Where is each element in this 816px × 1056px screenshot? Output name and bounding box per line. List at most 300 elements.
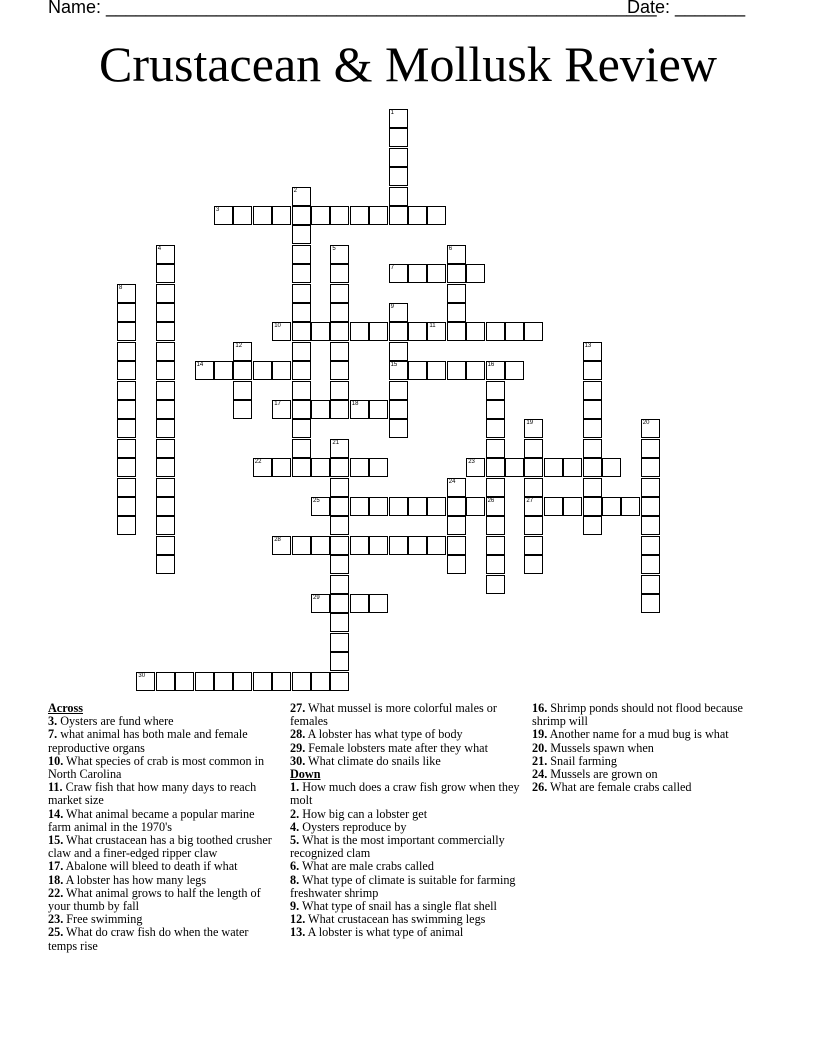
grid-cell[interactable]: [156, 400, 175, 419]
grid-cell[interactable]: [486, 419, 505, 438]
date-field[interactable]: Date: _______: [627, 0, 746, 17]
grid-cell[interactable]: [117, 439, 136, 458]
grid-cell[interactable]: [524, 516, 543, 535]
grid-cell[interactable]: [330, 342, 349, 361]
grid-cell[interactable]: [408, 536, 427, 555]
grid-cell[interactable]: [466, 264, 485, 283]
grid-cell[interactable]: [330, 264, 349, 283]
grid-cell[interactable]: [524, 536, 543, 555]
grid-cell[interactable]: [389, 400, 408, 419]
across-heading: Across: [48, 701, 83, 715]
clue-number: 2: [293, 187, 297, 194]
grid-cell[interactable]: [292, 264, 311, 283]
grid-cell[interactable]: [330, 458, 349, 477]
clue-item-number: 13.: [290, 925, 306, 940]
grid-cell[interactable]: [272, 458, 291, 477]
grid-cell[interactable]: [447, 361, 466, 380]
clue-item: [48, 887, 280, 913]
grid-cell[interactable]: [350, 594, 369, 613]
clue-item-number: 2.: [290, 806, 300, 821]
grid-cell[interactable]: [505, 322, 524, 341]
grid-cell[interactable]: [330, 575, 349, 594]
grid-cell[interactable]: [253, 672, 272, 691]
grid-cell[interactable]: [292, 458, 311, 477]
grid-cell[interactable]: [350, 497, 369, 516]
grid-cell[interactable]: [486, 439, 505, 458]
grid-cell[interactable]: [117, 497, 136, 516]
grid-cell[interactable]: [583, 361, 602, 380]
grid-cell[interactable]: [505, 361, 524, 380]
grid-cell[interactable]: [447, 536, 466, 555]
grid-cell[interactable]: [330, 206, 349, 225]
grid-cell[interactable]: [272, 361, 291, 380]
grid-cell[interactable]: [583, 516, 602, 535]
clue-item-number: 23.: [48, 912, 64, 927]
grid-cell[interactable]: [292, 322, 311, 341]
clue-item-text: What is the most important commercially recognized clam: [290, 833, 505, 861]
grid-cell[interactable]: [641, 555, 660, 574]
grid-cell[interactable]: [641, 478, 660, 497]
grid-cell[interactable]: [292, 536, 311, 555]
grid-cell[interactable]: [311, 672, 330, 691]
clue-item-number: 10.: [48, 753, 64, 768]
grid-cell[interactable]: [447, 322, 466, 341]
clue-item: [48, 808, 280, 834]
clue-item-text: Snail farming: [547, 753, 617, 768]
grid-cell[interactable]: [292, 225, 311, 244]
clue-item-text: A lobster is what type of animal: [305, 925, 464, 940]
grid-cell[interactable]: [486, 555, 505, 574]
clue-number: 23: [468, 459, 475, 466]
clue-item-number: 22.: [48, 885, 64, 900]
clue-number: 7: [390, 265, 394, 272]
clue-number: 3: [216, 207, 220, 213]
clue-item-number: 27.: [290, 701, 306, 715]
clue-number: 1: [390, 110, 394, 116]
grid-cell[interactable]: [311, 322, 330, 341]
across-clues-part-1: [48, 715, 280, 953]
grid-cell[interactable]: [156, 303, 175, 322]
grid-cell[interactable]: [389, 536, 408, 555]
grid-cell[interactable]: [408, 497, 427, 516]
grid-cell[interactable]: [389, 128, 408, 147]
grid-cell[interactable]: [272, 672, 291, 691]
grid-cell[interactable]: [447, 303, 466, 322]
clue-item-number: 20.: [532, 740, 548, 755]
grid-cell[interactable]: [156, 478, 175, 497]
grid-cell[interactable]: [175, 672, 194, 691]
clue-item-number: 25.: [48, 925, 64, 940]
grid-cell[interactable]: [369, 206, 388, 225]
grid-cell[interactable]: [292, 342, 311, 361]
grid-cell[interactable]: [389, 148, 408, 167]
grid-cell[interactable]: [253, 361, 272, 380]
clue-item-text: Free swimming: [63, 912, 143, 927]
grid-cell[interactable]: [408, 361, 427, 380]
clue-item: [290, 874, 522, 900]
clue-item-text: A lobster has how many legs: [63, 872, 207, 887]
clue-item-number: 28.: [290, 727, 306, 742]
grid-cell[interactable]: [486, 322, 505, 341]
clue-item: [48, 755, 280, 781]
clue-item: [48, 781, 280, 807]
grid-cell[interactable]: [486, 400, 505, 419]
clue-item-number: 4.: [290, 819, 300, 834]
clue-item-number: 12.: [290, 912, 306, 927]
grid-cell[interactable]: [524, 439, 543, 458]
across-clues-part-2: [290, 702, 522, 768]
clue-number: 27: [526, 498, 534, 504]
grid-cell[interactable]: [311, 206, 330, 225]
clue-item-text: Abalone will bleed to death if what: [63, 859, 238, 874]
clue-item-text: What type of climate is suitable for farming freshwater shrimp: [290, 872, 516, 900]
grid-cell[interactable]: [292, 245, 311, 264]
clue-item-number: 26.: [532, 780, 548, 795]
grid-cell[interactable]: [641, 594, 660, 613]
clue-item-text: What are male crabs called: [299, 859, 434, 874]
grid-cell[interactable]: [389, 322, 408, 341]
grid-cell[interactable]: [486, 458, 505, 477]
grid-cell[interactable]: [350, 322, 369, 341]
clue-item-text: What crustacean has a big toothed crusher claw and a finer-edged ripper claw: [48, 833, 272, 861]
grid-cell[interactable]: [583, 439, 602, 458]
grid-cell[interactable]: [369, 536, 388, 555]
clue-item: [290, 834, 522, 860]
grid-cell[interactable]: [369, 497, 388, 516]
grid-cell[interactable]: [602, 458, 621, 477]
grid-cell[interactable]: [330, 594, 349, 613]
grid-cell[interactable]: [447, 555, 466, 574]
clue-item-text: What animal became a popular marine farm animal in the 1970's: [48, 806, 255, 834]
grid-cell[interactable]: [369, 594, 388, 613]
grid-cell[interactable]: [369, 400, 388, 419]
clue-item: [48, 926, 280, 952]
clue-item: [290, 702, 522, 728]
grid-cell[interactable]: [330, 478, 349, 497]
clue-number: 24: [448, 478, 456, 485]
grid-cell[interactable]: [389, 381, 408, 400]
clue-item-number: 5.: [290, 833, 300, 848]
grid-cell[interactable]: [447, 497, 466, 516]
grid-cell[interactable]: [117, 342, 136, 361]
grid-cell[interactable]: [214, 672, 233, 691]
grid-cell[interactable]: [583, 478, 602, 497]
clue-item-text: Oysters reproduce by: [299, 819, 407, 834]
grid-cell[interactable]: [563, 458, 582, 477]
grid-cell[interactable]: [583, 497, 602, 516]
grid-cell[interactable]: [524, 458, 543, 477]
clue-item-text: Female lobsters mate after they what: [305, 740, 488, 755]
grid-cell[interactable]: [156, 497, 175, 516]
grid-cell[interactable]: [486, 516, 505, 535]
grid-cell[interactable]: [117, 361, 136, 380]
grid-cell[interactable]: [330, 284, 349, 303]
grid-cell[interactable]: [447, 516, 466, 535]
clue-number: 6: [448, 245, 453, 252]
clue-number: 28: [274, 536, 281, 543]
grid-cell[interactable]: [272, 206, 291, 225]
grid-cell[interactable]: [117, 381, 136, 400]
grid-cell[interactable]: [583, 381, 602, 400]
clue-item-text: Mussels spawn when: [547, 740, 654, 755]
grid-cell[interactable]: [427, 206, 446, 225]
clue-item-number: 30.: [290, 753, 306, 768]
grid-cell[interactable]: [389, 342, 408, 361]
grid-cell[interactable]: [641, 516, 660, 535]
grid-cell[interactable]: [330, 361, 349, 380]
clue-item-text: What type of snail has a single flat shell: [299, 899, 497, 914]
clue-item-number: 8.: [290, 872, 300, 887]
clue-number: 22: [254, 459, 262, 466]
clue-item-text: What mussel is more colorful males or females: [290, 701, 497, 729]
clue-item-text: What do craw fish do when the water temps rise: [48, 925, 249, 953]
clue-item-text: What are female crabs called: [547, 780, 692, 795]
grid-cell[interactable]: [292, 672, 311, 691]
grid-cell[interactable]: [214, 361, 233, 380]
clue-item-text: What crustacean has swimming legs: [305, 912, 486, 927]
clue-item-number: 21.: [532, 753, 548, 768]
clue-item-number: 16.: [532, 701, 548, 715]
grid-cell[interactable]: [544, 458, 563, 477]
clue-item: [290, 781, 522, 807]
clue-item: [48, 834, 280, 860]
grid-cell[interactable]: [389, 497, 408, 516]
grid-cell[interactable]: [156, 342, 175, 361]
clue-number: 19: [526, 420, 534, 427]
grid-cell[interactable]: [641, 458, 660, 477]
grid-cell[interactable]: [156, 264, 175, 283]
grid-cell[interactable]: [117, 478, 136, 497]
page-title: Crustacean & Mollusk Review: [99, 36, 717, 92]
grid-cell[interactable]: [330, 652, 349, 671]
grid-cell[interactable]: [350, 458, 369, 477]
grid-cell[interactable]: [156, 516, 175, 535]
grid-cell[interactable]: [408, 264, 427, 283]
clue-item-text: Shrimp ponds should not flood because shrimp will: [532, 701, 743, 729]
grid-cell[interactable]: [641, 439, 660, 458]
grid-cell[interactable]: [311, 536, 330, 555]
grid-cell[interactable]: [233, 400, 252, 419]
grid-cell[interactable]: [330, 381, 349, 400]
clue-column-1: [48, 702, 280, 953]
grid-cell[interactable]: [156, 361, 175, 380]
clue-number: 13: [584, 342, 592, 349]
grid-cell[interactable]: [350, 206, 369, 225]
clue-item-number: 6.: [290, 859, 300, 874]
clue-number: 12: [235, 342, 243, 349]
grid-cell[interactable]: [369, 322, 388, 341]
grid-cell[interactable]: [156, 555, 175, 574]
grid-cell[interactable]: [292, 303, 311, 322]
grid-cell[interactable]: [292, 381, 311, 400]
clue-item-number: 15.: [48, 833, 64, 848]
clue-number: 8: [119, 284, 123, 291]
grid-cell[interactable]: [156, 439, 175, 458]
down-clues-part-2: [532, 702, 768, 794]
clue-item-number: 19.: [532, 727, 548, 742]
grid-cell[interactable]: [292, 400, 311, 419]
clue-item: [48, 728, 280, 754]
clue-number: 4: [157, 245, 162, 252]
clue-number: 30: [138, 672, 146, 679]
grid-cell[interactable]: [486, 575, 505, 594]
grid-cell[interactable]: [156, 284, 175, 303]
grid-cell[interactable]: [117, 400, 136, 419]
grid-cell[interactable]: [427, 497, 446, 516]
grid-cell[interactable]: [466, 361, 485, 380]
clue-item-number: 1.: [290, 780, 300, 795]
clue-item-text: What climate do snails like: [305, 753, 441, 768]
grid-cell[interactable]: [233, 381, 252, 400]
clue-item-text: Mussels are grown on: [547, 767, 658, 782]
clue-number: 18: [351, 401, 359, 407]
grid-cell[interactable]: [583, 458, 602, 477]
grid-cell[interactable]: [466, 497, 485, 516]
grid-cell[interactable]: [602, 497, 621, 516]
down-clues-part-1: [290, 781, 522, 939]
grid-cell[interactable]: [233, 361, 252, 380]
grid-cell[interactable]: [156, 381, 175, 400]
grid-cell[interactable]: [330, 400, 349, 419]
grid-cell[interactable]: [330, 672, 349, 691]
grid-cell[interactable]: [195, 672, 214, 691]
clue-number: 29: [313, 595, 320, 601]
grid-cell[interactable]: [486, 478, 505, 497]
clue-item-text: How big can a lobster get: [299, 806, 428, 821]
clue-item-number: 3.: [48, 714, 58, 729]
clue-number: 26: [487, 498, 495, 504]
clue-item-text: What species of crab is most common in North Carolina: [48, 753, 265, 782]
grid-cell[interactable]: [330, 516, 349, 535]
grid-cell[interactable]: [389, 206, 408, 225]
grid-cell[interactable]: [330, 613, 349, 632]
grid-cell[interactable]: [330, 497, 349, 516]
clue-item-text: How much does a craw fish grow when they molt: [290, 780, 520, 808]
grid-cell[interactable]: [117, 516, 136, 535]
grid-cell[interactable]: [524, 478, 543, 497]
clue-number: 21: [332, 439, 340, 446]
grid-cell[interactable]: [292, 439, 311, 458]
grid-cell[interactable]: [292, 419, 311, 438]
clue-number: 16: [487, 362, 495, 369]
grid-cell[interactable]: [583, 400, 602, 419]
grid-cell[interactable]: [389, 419, 408, 438]
clue-item-text: Craw fish that how many days to reach market size: [48, 780, 257, 808]
grid-cell[interactable]: [563, 497, 582, 516]
grid-cell[interactable]: [311, 458, 330, 477]
grid-cell[interactable]: [447, 264, 466, 283]
grid-cell[interactable]: [233, 206, 252, 225]
grid-cell[interactable]: [486, 381, 505, 400]
grid-cell[interactable]: [330, 555, 349, 574]
clue-number: 10: [274, 323, 281, 330]
clue-item-number: 17.: [48, 859, 64, 874]
clue-item-number: 24.: [532, 767, 548, 782]
clue-item-number: 18.: [48, 872, 64, 887]
clue-number: 14: [196, 362, 204, 369]
grid-cell[interactable]: [330, 303, 349, 322]
clue-number: 9: [390, 304, 394, 310]
grid-cell[interactable]: [447, 284, 466, 303]
grid-cell[interactable]: [389, 167, 408, 186]
clue-number: 20: [642, 420, 650, 427]
grid-cell[interactable]: [233, 672, 252, 691]
grid-cell[interactable]: [427, 536, 446, 555]
clue-item-text: What animal grows to half the length of your thumb by fall: [48, 885, 261, 914]
clue-item: [532, 781, 768, 794]
clue-column-2: [290, 702, 522, 940]
grid-cell[interactable]: [156, 672, 175, 691]
clue-item: [290, 926, 522, 939]
grid-cell[interactable]: [253, 206, 272, 225]
clue-column-3: [532, 702, 768, 794]
clue-item-text: what animal has both male and female reproductive organs: [48, 727, 248, 755]
grid-cell[interactable]: [505, 458, 524, 477]
grid-cell[interactable]: [583, 419, 602, 438]
grid-cell[interactable]: [408, 322, 427, 341]
grid-cell[interactable]: [621, 497, 640, 516]
grid-cell[interactable]: [486, 536, 505, 555]
clue-item-text: Oysters are fund where: [57, 714, 174, 729]
grid-cell[interactable]: [156, 536, 175, 555]
clue-item-number: 7.: [48, 727, 58, 742]
grid-cell[interactable]: [389, 187, 408, 206]
grid-cell[interactable]: [427, 264, 446, 283]
grid-cell[interactable]: [641, 497, 660, 516]
clue-item-number: 29.: [290, 740, 306, 755]
clue-item-number: 11.: [48, 780, 63, 795]
grid-cell[interactable]: [156, 322, 175, 341]
clue-item: [290, 755, 522, 768]
grid-cell[interactable]: [117, 322, 136, 341]
grid-cell[interactable]: [350, 536, 369, 555]
grid-cell[interactable]: [117, 303, 136, 322]
name-field[interactable]: Name: _______________________________________________________: [48, 0, 657, 17]
grid-cell[interactable]: [156, 419, 175, 438]
grid-cell[interactable]: [156, 458, 175, 477]
down-heading: Down: [290, 767, 321, 782]
grid-cell[interactable]: [641, 536, 660, 555]
clue-item-number: 14.: [48, 806, 64, 821]
clue-number: 5: [332, 245, 336, 252]
grid-cell[interactable]: [524, 555, 543, 574]
grid-cell[interactable]: [292, 361, 311, 380]
clue-item-number: 9.: [290, 899, 300, 914]
grid-cell[interactable]: [292, 206, 311, 225]
grid-cell[interactable]: [330, 536, 349, 555]
clue-number: 17: [274, 401, 281, 407]
clue-number: 25: [313, 498, 320, 504]
grid-cell[interactable]: [641, 575, 660, 594]
grid-cell[interactable]: [117, 419, 136, 438]
grid-cell[interactable]: [330, 633, 349, 652]
grid-cell[interactable]: [369, 458, 388, 477]
grid-cell[interactable]: [311, 400, 330, 419]
grid-cell[interactable]: [408, 206, 427, 225]
grid-cell[interactable]: [427, 361, 446, 380]
grid-cell[interactable]: [466, 322, 485, 341]
grid-cell[interactable]: [117, 458, 136, 477]
grid-cell[interactable]: [524, 322, 543, 341]
grid-cell[interactable]: [292, 284, 311, 303]
clue-item: [532, 702, 768, 728]
clue-item-text: Another name for a mud bug is what: [547, 727, 729, 742]
clue-item-text: A lobster has what type of body: [305, 727, 463, 742]
clue-number: 11: [429, 323, 436, 330]
clue-number: 15: [390, 362, 398, 369]
grid-cell[interactable]: [330, 322, 349, 341]
grid-cell[interactable]: [544, 497, 563, 516]
